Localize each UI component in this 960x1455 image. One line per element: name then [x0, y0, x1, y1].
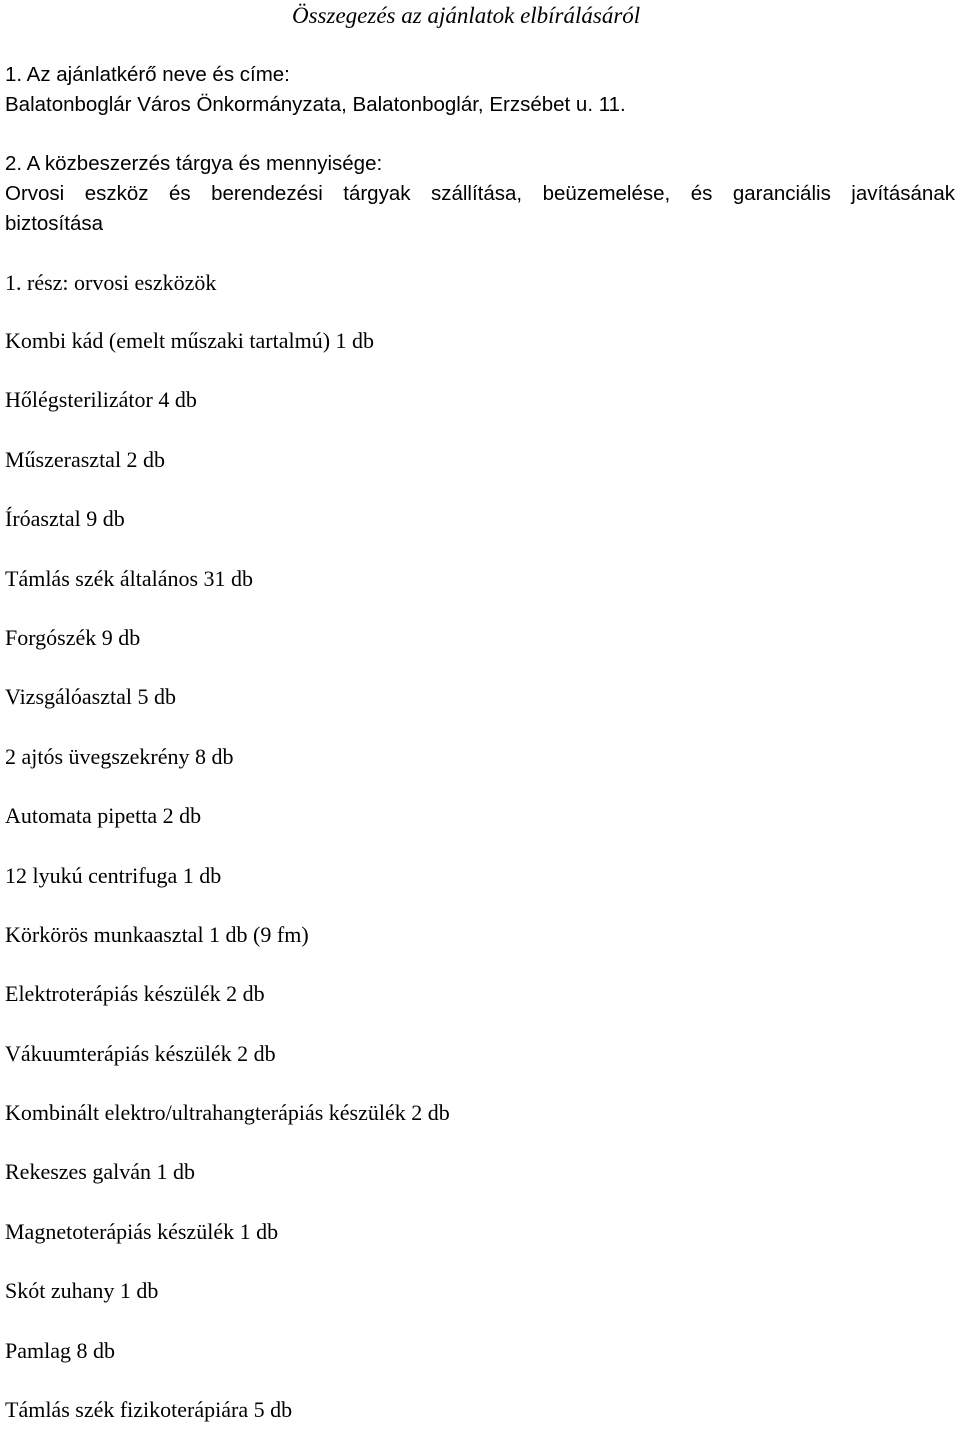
document-title: Összegezés az ajánlatok elbírálásáról — [292, 3, 641, 28]
list-item: Elektroterápiás készülék 2 db — [5, 981, 265, 1007]
list-item: Automata pipetta 2 db — [5, 803, 202, 829]
item-list — [5, 327, 450, 1455]
list-item: Skót zuhany 1 db — [5, 1278, 159, 1304]
procurement-subject-line-2: biztosítása — [5, 212, 103, 235]
list-item: Rekeszes galván 1 db — [5, 1159, 195, 1185]
list-item: Támlás szék fizikoterápiára 5 db — [5, 1397, 293, 1423]
list-item: Forgószék 9 db — [5, 624, 141, 650]
list-item: Támlás szék általános 31 db — [5, 565, 254, 591]
list-item: 12 lyukú centrifuga 1 db — [5, 862, 222, 888]
list-item: Vizsgálóasztal 5 db — [5, 684, 176, 710]
list-item: Íróasztal 9 db — [5, 506, 125, 532]
list-item: Kombi kád (emelt műszaki tartalmú) 1 db — [5, 328, 375, 353]
contracting-authority-value: Balatonboglár Város Önkormányzata, Balatonboglár, Erzsébet u. 11. — [5, 93, 626, 116]
procurement-subject-line-1: Orvosi eszköz és berendezési tárgyak szállítása, beüzemelése, és garanciális javításának — [5, 182, 955, 205]
list-item: Körkörös munkaasztal 1 db (9 fm) — [5, 921, 309, 947]
section-1-heading: 1. Az ajánlatkérő neve és címe: — [5, 63, 290, 86]
list-item: 2 ajtós üvegszekrény 8 db — [5, 743, 234, 769]
list-item: Magnetoterápiás készülék 1 db — [5, 1218, 279, 1244]
part-heading: 1. rész: orvosi eszközök — [5, 270, 217, 295]
section-2-heading: 2. A közbeszerzés tárgya és mennyisége: — [5, 152, 383, 175]
list-item: Kombinált elektro/ultrahangterápiás készülék 2 db — [5, 1100, 450, 1126]
list-item: Pamlag 8 db — [5, 1337, 115, 1363]
list-item: Hőlégsterilizátor 4 db — [5, 387, 197, 413]
list-item: Vákuumterápiás készülék 2 db — [5, 1040, 276, 1066]
list-item: Műszerasztal 2 db — [5, 446, 166, 472]
